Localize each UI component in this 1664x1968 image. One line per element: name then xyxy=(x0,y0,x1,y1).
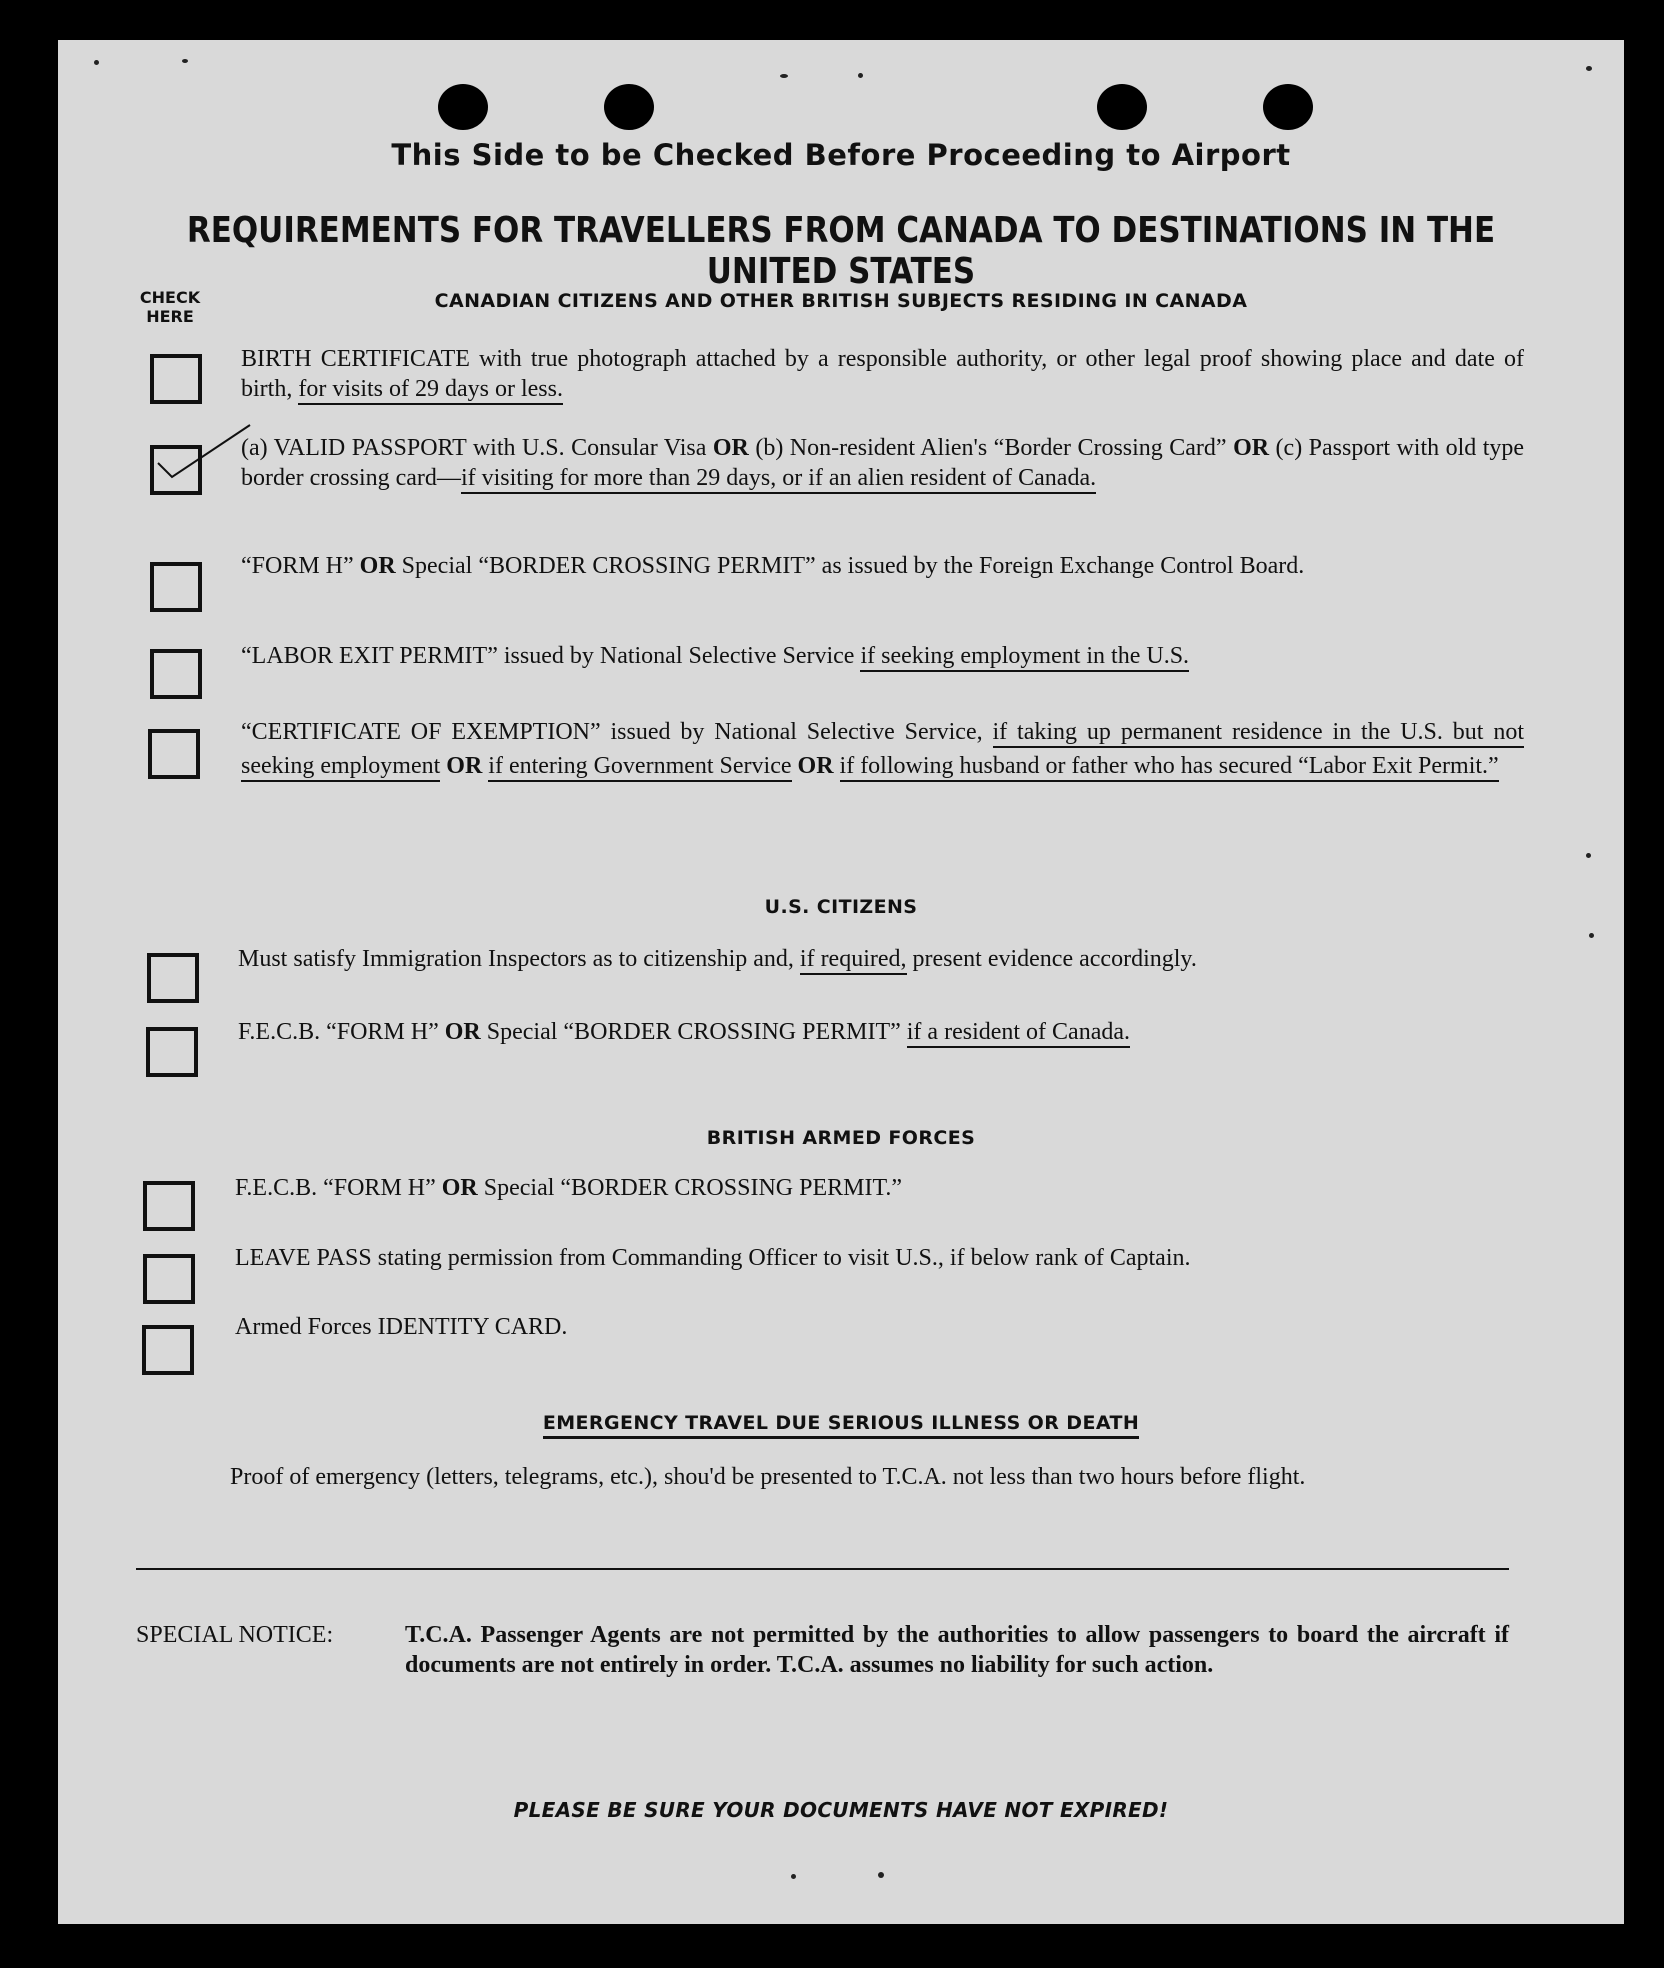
item-labor-exit-permit: “LABOR EXIT PERMIT” issued by National Selective Service if seeking employment in the U.S. xyxy=(241,641,1524,671)
speck xyxy=(1589,933,1594,938)
page-title: REQUIREMENTS FOR TRAVELLERS FROM CANADA TO DESTINATIONS IN THE UNITED STATES xyxy=(186,210,1496,292)
punch-hole xyxy=(1097,84,1147,130)
checkbox-leave-pass[interactable] xyxy=(143,1254,195,1304)
speck xyxy=(1586,66,1592,71)
item-emergency: Proof of emergency (letters, telegrams, etc.), shou'd be presented to T.C.A. not less than two hours before flight. xyxy=(230,1464,1306,1490)
checkbox-certificate-of-exemption[interactable] xyxy=(148,729,200,779)
speck xyxy=(182,59,188,63)
section-heading-us-citizens: U.S. CITIZENS xyxy=(764,896,918,918)
top-line: This Side to be Checked Before Proceeding to Airport xyxy=(391,138,1291,172)
item-leave-pass: LEAVE PASS stating permission from Commanding Officer to visit U.S., if below rank of Captain. xyxy=(235,1245,1191,1271)
checkbox-labor-exit-permit[interactable] xyxy=(150,649,202,699)
section-heading-emergency: EMERGENCY TRAVEL DUE SERIOUS ILLNESS OR DEATH xyxy=(58,1412,1624,1434)
document-page xyxy=(58,40,1624,1924)
checkbox-us-form-h[interactable] xyxy=(146,1027,198,1077)
item-us-form-h: F.E.C.B. “FORM H” OR Special “BORDER CROSSING PERMIT” if a resident of Canada. xyxy=(238,1017,1528,1047)
special-notice-text: T.C.A. Passenger Agents are not permitted by the authorities to allow passengers to board the aircraft if documents are not entirely in order. T.C.A. assumes no liability for such action. xyxy=(405,1622,1509,1678)
footer-warning: PLEASE BE SURE YOUR DOCUMENTS HAVE NOT EXPIRED! xyxy=(513,1798,1169,1822)
punch-hole xyxy=(1263,84,1313,130)
item-form-h: “FORM H” OR Special “BORDER CROSSING PERMIT” as issued by the Foreign Exchange Control Board. xyxy=(241,553,1305,579)
checkbox-bf-form-h[interactable] xyxy=(143,1181,195,1231)
section-heading-canadian: CANADIAN CITIZENS AND OTHER BRITISH SUBJECTS RESIDING IN CANADA xyxy=(434,290,1248,312)
item-birth-certificate: BIRTH CERTIFICATE with true photograph attached by a responsible authority, or other legal proof showing place and date of birth, for visits of 29 days or less. xyxy=(241,344,1524,404)
punch-hole xyxy=(438,84,488,130)
item-certificate-of-exemption: “CERTIFICATE OF EXEMPTION” issued by National Selective Service, if taking up permanent residence in the U.S. but not seeking employment OR if entering Government Service OR if following husband or father who has secured “Labor Exit Permit.” xyxy=(241,715,1524,783)
check-here-label: CHECK HERE xyxy=(139,288,201,326)
special-notice-label: SPECIAL NOTICE: xyxy=(136,1622,334,1648)
item-us-citizenship: Must satisfy Immigration Inspectors as to citizenship and, if required, present evidence accordingly. xyxy=(238,944,1528,974)
speck xyxy=(791,1874,796,1879)
section-heading-british-armed-forces: BRITISH ARMED FORCES xyxy=(706,1127,976,1149)
item-bf-form-h: F.E.C.B. “FORM H” OR Special “BORDER CROSSING PERMIT.” xyxy=(235,1175,902,1201)
checkbox-birth-certificate[interactable] xyxy=(150,354,202,404)
checkbox-valid-passport[interactable] xyxy=(150,445,202,495)
speck xyxy=(94,60,99,65)
speck xyxy=(1586,853,1591,858)
item-identity-card: Armed Forces IDENTITY CARD. xyxy=(235,1314,568,1340)
speck xyxy=(878,1872,884,1878)
checkbox-identity-card[interactable] xyxy=(142,1325,194,1375)
checkbox-us-citizenship[interactable] xyxy=(147,953,199,1003)
punch-hole xyxy=(604,84,654,130)
speck xyxy=(858,73,863,78)
divider xyxy=(136,1568,1509,1570)
item-valid-passport: (a) VALID PASSPORT with U.S. Consular Visa OR (b) Non-resident Alien's “Border Crossing Card” OR (c) Passport with old type border crossing card—if visiting for more than 29 days, or if an alien resident of Canada. xyxy=(241,433,1524,493)
speck xyxy=(780,74,788,78)
checkbox-form-h[interactable] xyxy=(150,562,202,612)
